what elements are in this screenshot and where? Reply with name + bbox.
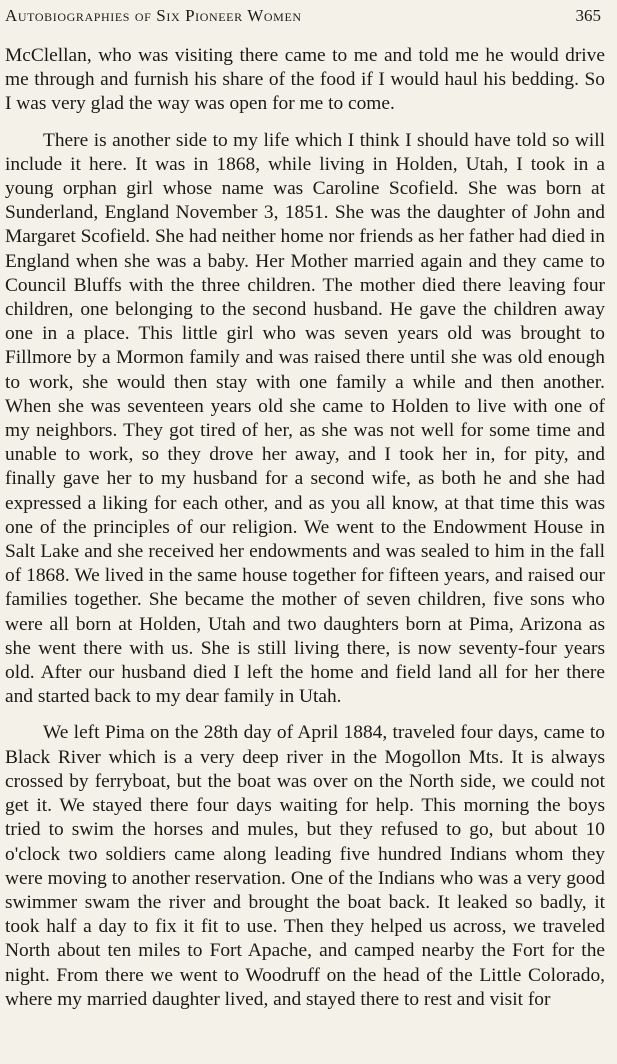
paragraph-continued: McClellan, who was visiting there came to me and told me he would drive me through and furnish his share of the food if I would haul his bedding. So I was very glad the way was open for me to come. — [5, 45, 605, 115]
paragraph-orphan-girl: There is another side to my life which I think I should have told so will include it here. It was in 1868, while living in Holden, Utah, I took in a young orphan girl whose name was Caroline Scofield. She was born at Sunderland, England November 3, 1851. She was the daughter of John and Margaret Scofield. She had neither home nor friends as her father had died in England when she was a baby. Her Mother married again and they came to Council Bluffs with the three children. The mother died there leaving four children, one belonging to the second husband. He gave the children away one in a place. This little girl who was seven years old was brought to Fillmore by a Mormon family and was raised there until she was old enough to work, she would then stay with one family a while and then another. When she was seventeen years old she came to Holden to live with one of my neighbors. They got tired of her, as she was not well for some time and unable to work, so they drove her away, and I took her in, for pity, and finally gave her to my husband for a second wife, as both he and she had expressed a liking for each other, and as you all know, at that time this was one of the principles of our religion. We went to the Endowment House in Salt Lake and she received her endowments and was sealed to him in the fall of 1868. We lived in the same house together for fifteen years, and raised our families together. She became the mother of seven children, five sons who were all born at Holden, Utah and two daughters born at Pima, Arizona as she went there with us. She is still living there, is now seventy-four years old. After our husband died I left the home and field land all for her there and started back to my dear family in Utah. — [5, 129, 605, 708]
paragraph-journey: We left Pima on the 28th day of April 1884, traveled four days, came to Black River which is a very deep river in the Mogollon Mts. It is always crossed by ferryboat, but the boat was over on the North side, we could not get it. We stayed there four days waiting for help. This morning the boys tried to swim the horses and mules, but they refused to go, but about 10 o'clock two soldiers came along leading five hundred Indians whom they were moving to another reservation. One of the Indians who was a very good swimmer swam the river and brought the boat back. It leaked so badly, it took half a day to fix it fit to use. Then they helped us across, we traveled North about ten miles to Fort Apache, and camped nearby the Fort for the night. From there we went to Woodruff on the head of the Little Colorado, where my married daughter lived, and stayed there to rest and visit for — [5, 722, 605, 1010]
page-body — [5, 44, 605, 1012]
running-head: Autobiographies of Six Pioneer Women — [5, 6, 302, 25]
page-number: 365 — [575, 6, 601, 25]
page-header — [5, 6, 605, 44]
